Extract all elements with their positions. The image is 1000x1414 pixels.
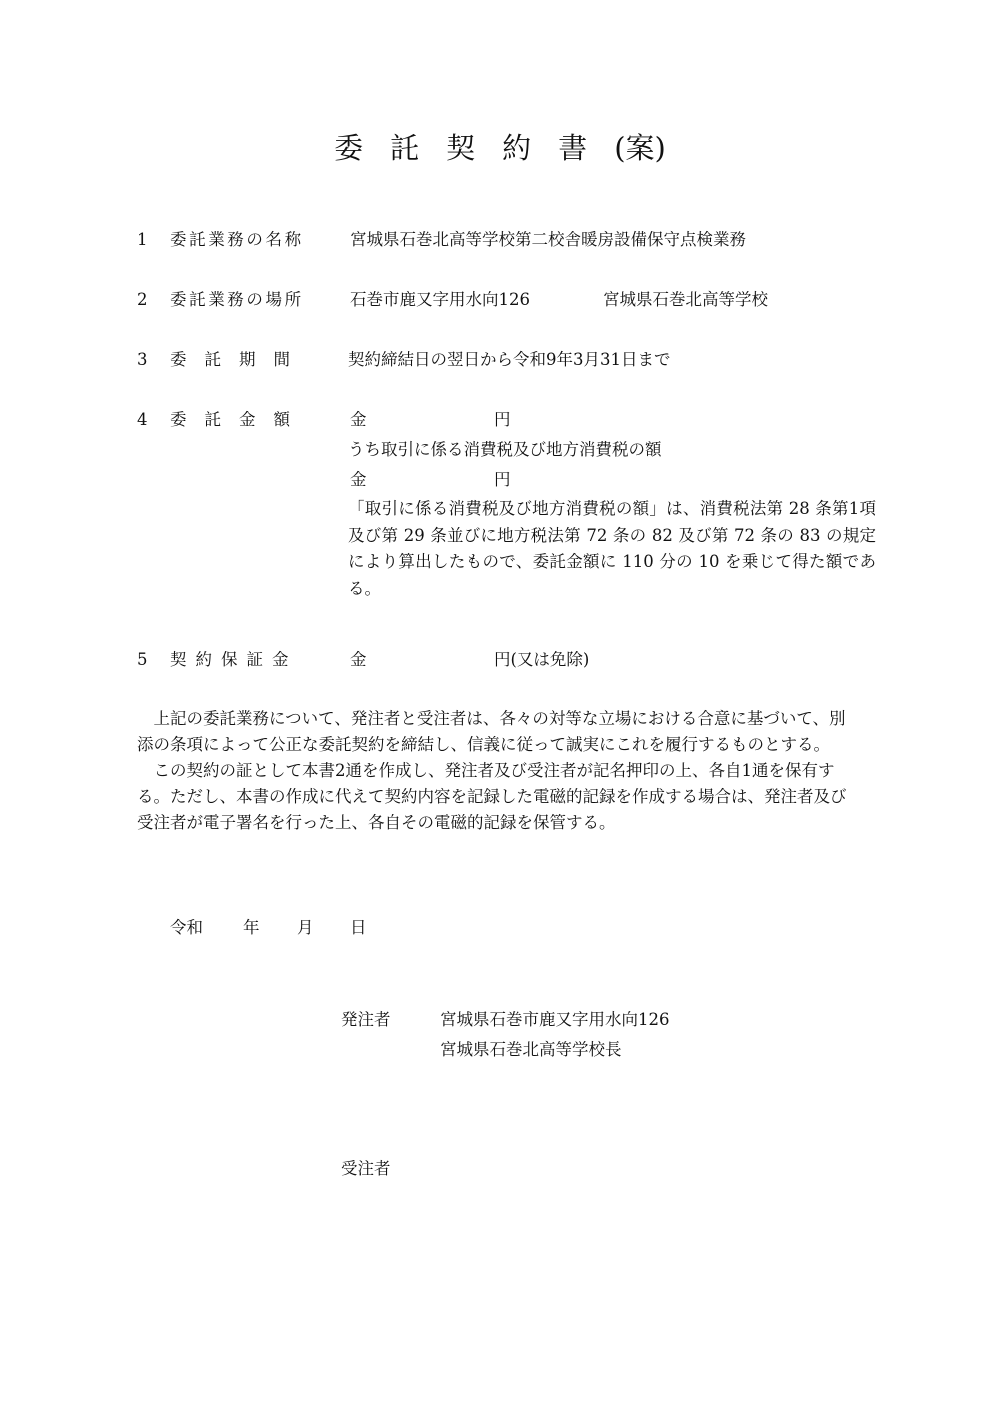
item-number: 1 [137, 230, 148, 249]
item-value: 宮城県石巻北高等学校第二校舎暖房設備保守点検業務 [350, 230, 746, 249]
item-label: 委託金額 [170, 410, 308, 429]
deposit-yen: 円(又は免除) [494, 650, 590, 669]
agreement-paragraph: この契約の証として本書2通を作成し、発注者及び受注者が記名押印の上、各自1通を保有する。ただし、本書の作成に代えて契約内容を記録した電磁的記録を作成する場合は、発注者及び受注者が電子署名を行った上、各自その電磁的記録を保管する。 [137, 761, 847, 832]
orderer-label: 発注者 [341, 1010, 391, 1029]
document-title [0, 126, 1000, 167]
item-number: 5 [137, 650, 148, 669]
tax-yen: 円 [494, 470, 511, 489]
tax-label: うち取引に係る消費税及び地方消費税の額 [348, 440, 662, 459]
item-value: 契約締結日の翌日から令和9年3月31日まで [348, 350, 671, 369]
item-number: 4 [137, 410, 148, 429]
amount-kin: 金 [350, 410, 367, 429]
orderer-address: 宮城県石巻市鹿又字用水向126 [440, 1010, 670, 1029]
agreement-text [137, 706, 857, 836]
deposit-kin: 金 [350, 650, 367, 669]
date-year: 年 [243, 918, 260, 937]
contractor-label: 受注者 [341, 1159, 391, 1178]
amount-yen: 円 [494, 410, 511, 429]
item-label: 委託業務の場所 [170, 290, 304, 309]
document-title-suffix: (案) [614, 131, 666, 165]
agreement-paragraph: 上記の委託業務について、発注者と受注者は、各々の対等な立場における合意に基づいて、別添の条項によって公正な委託契約を締結し、信義に従って誠実にこれを履行するものとする。 [137, 709, 846, 754]
work-place-school: 宮城県石巻北高等学校 [603, 290, 768, 309]
tax-kin: 金 [350, 470, 367, 489]
date-day: 日 [350, 918, 367, 937]
item-number: 2 [137, 290, 148, 309]
orderer-name: 宮城県石巻北高等学校長 [440, 1040, 622, 1059]
work-place-address: 石巻市鹿又字用水向126 [350, 290, 530, 309]
date-era: 令和 [170, 918, 203, 937]
date-month: 月 [297, 918, 314, 937]
item-label: 契約保証金 [170, 650, 298, 669]
item-label: 委託業務の名称 [170, 230, 304, 249]
item-label: 委託期間 [170, 350, 308, 369]
item-number: 3 [137, 350, 148, 369]
tax-note: 「取引に係る消費税及び地方消費税の額」は、消費税法第 28 条第1項及び第 29 条並びに地方税法第 72 条の 82 及び第 72 条の 83 の規定により算出したもので、委託金額に 110 分の 10 を乗じて得た額である。 [348, 499, 876, 599]
document-title-main: 委託契約書 [334, 131, 615, 165]
